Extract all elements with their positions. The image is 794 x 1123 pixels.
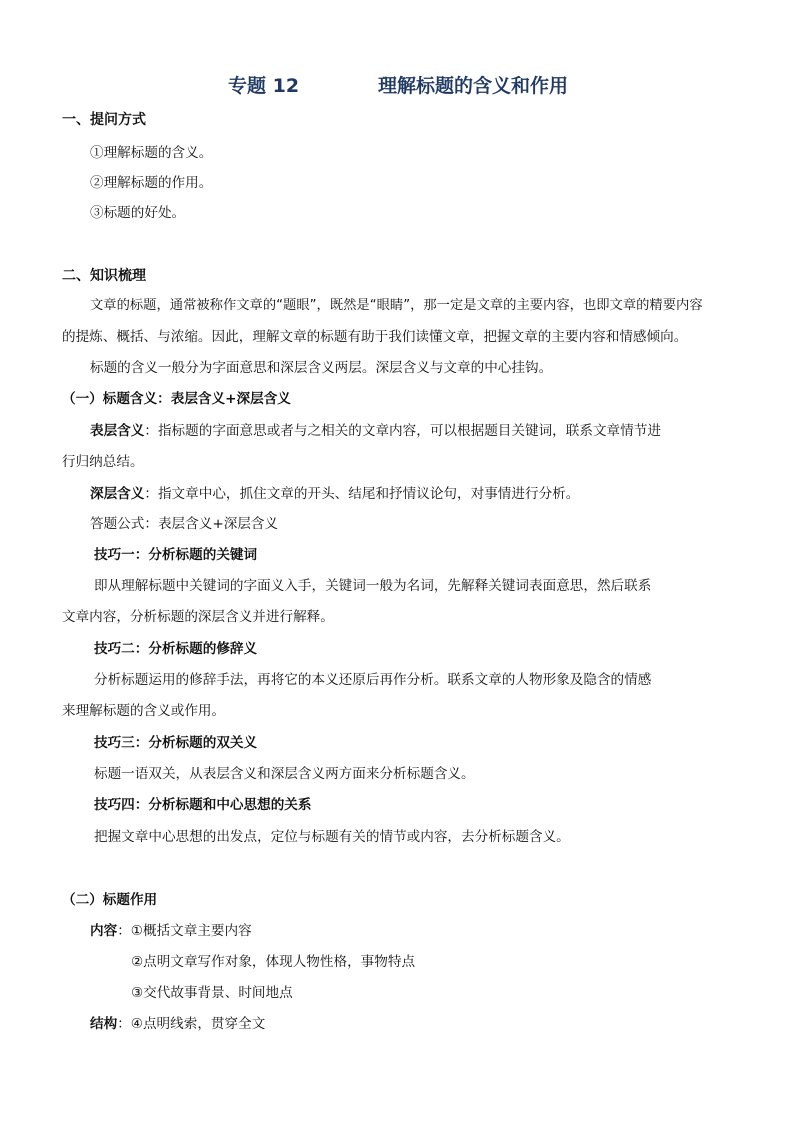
paragraph-2: 标题的含义一般分为字面意思和深层含义两层。深层含义与文章的中心挂钩。 (90, 360, 553, 376)
answer-formula: 答题公式：表层含义+深层含义 (90, 516, 279, 532)
surface-meaning-line-1 (90, 421, 661, 441)
title-text: 理解标题的含义和作用 (378, 75, 569, 97)
paragraph-1-line-1: 文章的标题，通常被称作文章的“题眼”，既然是“眼睛”，那一定是文章的主要内容，也即文章的精要内容 (90, 298, 703, 313)
content-item-2: ②点明文章写作对象，体现人物性格，事物特点 (131, 954, 416, 970)
tip2-line-1: 分析标题运用的修辞手法，再将它的本义还原后再作分析。联系文章的人物形象及隐含的情感 (94, 672, 652, 688)
tip4-heading: 技巧四：分析标题和中心思想的关系 (94, 797, 312, 813)
content-item-1: ：①概括文章主要内容 (117, 923, 252, 939)
tip3-heading: 技巧三：分析标题的双关义 (94, 735, 258, 751)
tip2-heading: 技巧二：分析标题的修辞义 (94, 641, 258, 657)
tip3-text: 标题一语双关，从表层含义和深层含义两方面来分析标题含义。 (94, 766, 475, 782)
surface-meaning-label: 表层含义 (90, 423, 145, 439)
deep-meaning-label: 深层含义 (90, 486, 145, 502)
tip1-line-1: 即从理解标题中关键词的字面义入手，关键词一般为名词，先解释关键词表面意思，然后联系 (94, 578, 652, 594)
section2-heading: 二、知识梳理 (62, 268, 146, 284)
structure-label: 结构 (90, 1016, 118, 1032)
question-item-2: ②理解标题的作用。 (90, 175, 213, 191)
paragraph-1-line-2: 的提炼、概括、与浓缩。因此，理解文章的标题有助于我们读懂文章，把握文章的主要内容和情感倾向。 (62, 329, 688, 345)
tip1-heading: 技巧一：分析标题的关键词 (94, 547, 258, 563)
tip1-line-2: 文章内容，分析标题的深层含义并进行解释。 (62, 609, 334, 625)
sub2-heading: （二）标题作用 (62, 892, 158, 908)
structure-item-1: ：④点明线索，贯穿全文 (117, 1016, 266, 1032)
section1-heading: 一、提问方式 (62, 112, 146, 128)
page-title (0, 73, 794, 99)
tip4-text: 把握文章中心思想的出发点，定位与标题有关的情节或内容，去分析标题含义。 (94, 829, 570, 845)
deep-meaning-text: ：指文章中心，抓住文章的开头、结尾和抒情议论句，对事情进行分析。 (144, 486, 580, 502)
question-item-3: ③标题的好处。 (90, 205, 186, 221)
function-content-line-1 (90, 921, 252, 941)
sub1-heading: （一）标题含义：表层含义+深层含义 (62, 391, 291, 407)
tip2-line-2: 来理解标题的含义或作用。 (62, 703, 226, 719)
surface-meaning-text: ：指标题的字面意思或者与之相关的文章内容，可以根据题目关键词，联系文章情节进 (144, 423, 661, 439)
title-number: 专题 12 (228, 75, 300, 97)
surface-meaning-line-2: 行归纳总结。 (62, 454, 144, 470)
content-label: 内容 (90, 923, 118, 939)
content-item-3: ③交代故事背景、时间地点 (131, 985, 293, 1001)
function-structure-line (90, 1014, 265, 1034)
question-item-1: ①理解标题的含义。 (90, 145, 213, 161)
deep-meaning-line (90, 484, 579, 504)
